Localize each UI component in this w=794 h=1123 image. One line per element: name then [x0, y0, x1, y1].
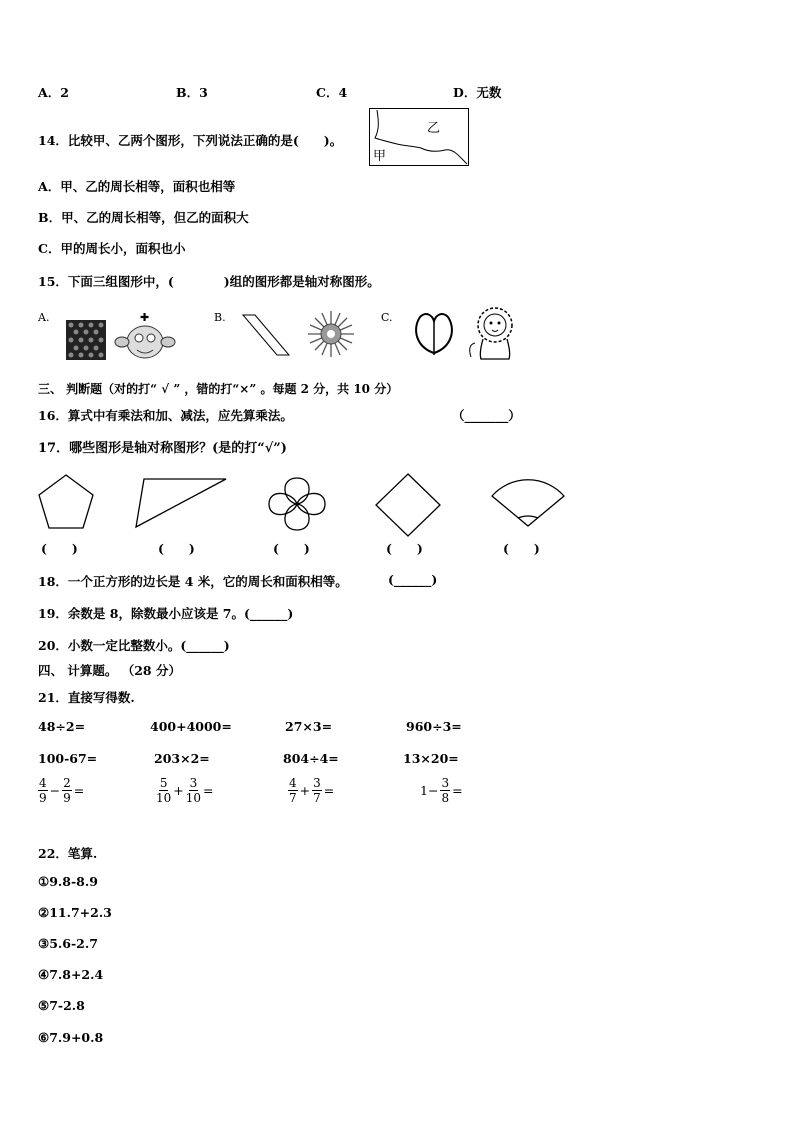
- numerator: 2: [63, 776, 71, 790]
- numerator: 3: [189, 776, 198, 790]
- q15-pattern-square: [66, 320, 106, 360]
- q17-blank-3: ( ): [273, 541, 310, 556]
- q13-option-b: B．3: [176, 85, 208, 100]
- q18-stem: 18．一个正方形的边长是 4 米，它的周长和面积相等。: [38, 574, 348, 589]
- fraction: [288, 776, 298, 805]
- q22-item-4: ④7.8+2.4: [38, 967, 104, 982]
- numerator: 4: [39, 776, 47, 790]
- q15-lion: [465, 305, 523, 363]
- q17-four-leaf-clover: [265, 474, 329, 534]
- q15-rhombus: [241, 313, 291, 357]
- q14-label-yi: 乙: [427, 121, 441, 136]
- denominator: 8: [441, 791, 450, 805]
- fraction: [62, 776, 72, 805]
- fraction: [440, 776, 450, 805]
- whole-number: 1−: [420, 783, 439, 798]
- q15-group-a-label: A.: [38, 311, 50, 324]
- fraction: [38, 776, 48, 805]
- q15-stem: 15．下面三组图形中，( )组的图形都是轴对称图形。: [38, 274, 380, 289]
- q13-option-a: A．2: [38, 85, 69, 100]
- operator: +: [299, 783, 311, 798]
- denominator: 9: [39, 791, 47, 805]
- q17-pentagon: [36, 473, 96, 531]
- q16-blank: （_______）: [452, 408, 521, 423]
- equals-sign: =: [73, 783, 85, 798]
- section4-title: 四、 计算题。 （28 分）: [38, 663, 181, 678]
- q18-blank: (______): [388, 572, 438, 587]
- q21-row2-item-1: 100-67=: [38, 751, 98, 766]
- q21-row2-item-3: 804÷4=: [283, 751, 339, 766]
- numerator: 5: [159, 776, 168, 790]
- q14-option-a: A．甲、乙的周长相等，面积也相等: [38, 179, 236, 194]
- denominator: 9: [63, 791, 71, 805]
- q14-stem: 14．比较甲、乙两个图形，下列说法正确的是( )。: [38, 133, 343, 148]
- q14-option-b: B．甲、乙的周长相等，但乙的面积大: [38, 210, 249, 225]
- svg-text:✚: ✚: [140, 312, 150, 324]
- q14-figure: [369, 108, 469, 166]
- q21-row1-item-4: 960÷3=: [406, 719, 462, 734]
- q21-fraction-expr-2: [156, 776, 214, 805]
- q22-item-3: ③5.6-2.7: [38, 936, 98, 951]
- q22-item-6: ⑥7.9+0.8: [38, 1030, 104, 1045]
- q17-blank-1: ( ): [41, 541, 78, 556]
- section3-title: 三、 判断题（对的打“ √ ” ，错的打“×” 。每题 2 分，共 10 分）: [38, 382, 399, 396]
- q21-row1-item-1: 48÷2=: [38, 719, 86, 734]
- numerator: 3: [313, 776, 321, 790]
- q14-option-c: C．甲的周长小，面积也小: [38, 241, 186, 256]
- fraction: [156, 776, 171, 805]
- equals-sign: =: [203, 783, 214, 798]
- q16-stem: 16．算式中有乘法和加、减法，应先算乘法。: [38, 408, 293, 423]
- q15-leaf: [410, 309, 458, 357]
- denominator: 7: [313, 791, 321, 805]
- denominator: 7: [289, 791, 297, 805]
- q21-stem: 21．直接写得数.: [38, 690, 135, 705]
- q15-group-b-label: B.: [214, 311, 226, 324]
- q15-cartoon-robot: [112, 312, 178, 362]
- q17-diamond: [374, 472, 442, 538]
- q13-option-d: D．无数: [453, 85, 502, 100]
- q15-sunburst: [306, 309, 356, 359]
- denominator: 10: [156, 791, 172, 805]
- q21-fraction-expr-1: [38, 776, 84, 805]
- q20-stem: 20．小数一定比整数小。(______): [38, 638, 230, 653]
- q21-fraction-expr-4: [420, 776, 463, 805]
- q21-row2-item-2: 203×2=: [154, 751, 210, 766]
- q13-option-c: C．4: [316, 85, 348, 100]
- operator: +: [173, 783, 184, 798]
- denominator: 10: [185, 791, 202, 805]
- equals-sign: =: [323, 783, 335, 798]
- q21-row1-item-2: 400+4000=: [150, 719, 232, 734]
- q22-item-5: ⑤7-2.8: [38, 998, 85, 1013]
- numerator: 4: [289, 776, 297, 790]
- q22-stem: 22．笔算.: [38, 846, 98, 861]
- numerator: 3: [441, 776, 450, 790]
- operator: −: [49, 783, 61, 798]
- fraction: [312, 776, 322, 805]
- q17-stem: 17．哪些图形是轴对称图形？(是的打“√”): [38, 441, 287, 456]
- q17-blank-5: ( ): [503, 541, 540, 556]
- q14-label-jia: 甲: [373, 149, 387, 164]
- q17-blank-4: ( ): [386, 541, 423, 556]
- q17-blank-2: ( ): [158, 541, 195, 556]
- q17-fan: [490, 474, 566, 528]
- q15-group-c-label: C.: [381, 311, 393, 324]
- q22-item-2: ②11.7+2.3: [38, 905, 112, 920]
- q21-row2-item-4: 13×20=: [403, 751, 459, 766]
- fraction: [186, 776, 201, 805]
- equals-sign: =: [452, 783, 463, 798]
- q21-fraction-expr-3: [288, 776, 334, 805]
- q21-row1-item-3: 27×3=: [285, 719, 333, 734]
- q19-stem: 19．余数是 8，除数最小应该是 7。(______): [38, 606, 294, 621]
- q22-item-1: ①9.8-8.9: [38, 874, 98, 889]
- q17-triangle: [132, 477, 228, 529]
